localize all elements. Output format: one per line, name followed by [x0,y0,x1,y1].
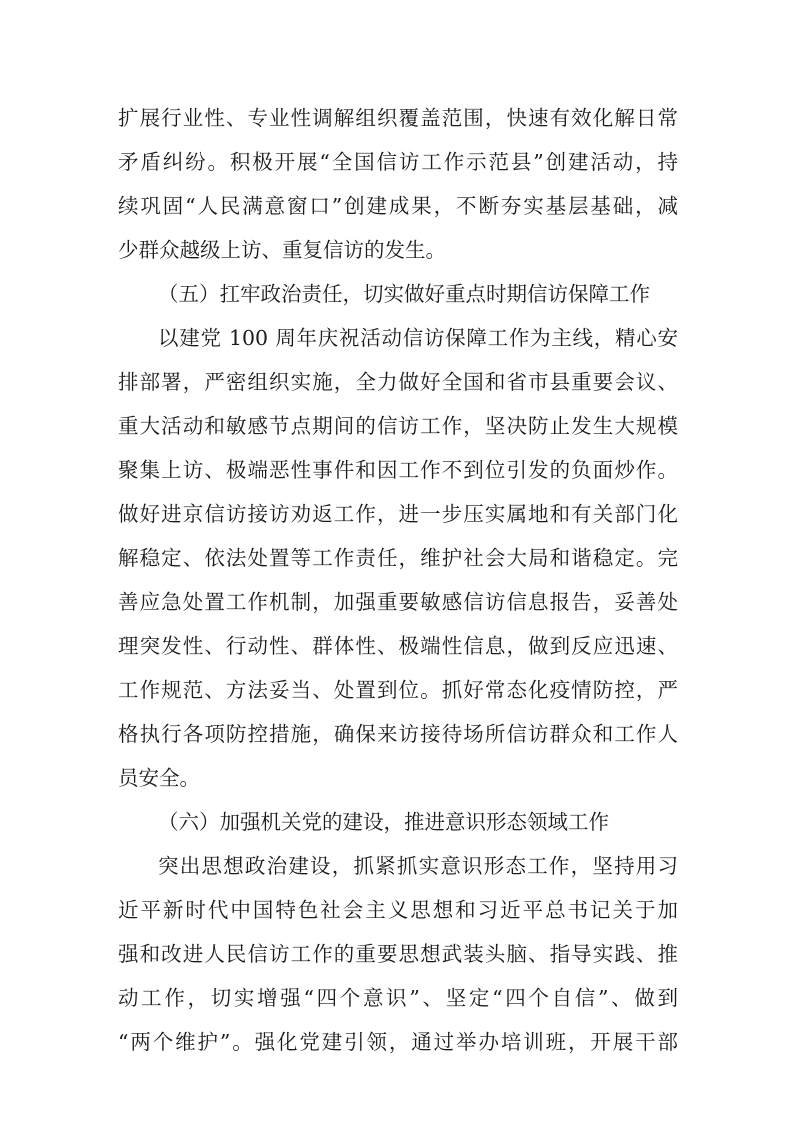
text-line: 动工作，切实增强“四个意识”、坚定“四个自信”、做到 [118,986,678,1010]
text-line: 以建党 100 周年庆祝活动信访保障工作为主线，精心安 [158,326,678,350]
text-line: 强和改进人民信访工作的重要思想武装头脑、指导实践、推 [118,942,678,966]
text-line: 续巩固“人民满意窗口”创建成果，不断夯实基层基础，减 [118,194,678,218]
text-line: 扩展行业性、专业性调解组织覆盖范围，快速有效化解日常 [118,106,678,130]
text-line: 理突发性、行动性、群体性、极端性信息，做到反应迅速、 [118,634,678,658]
section-heading: （六）加强机关党的建设，推进意识形态领域工作 [158,810,609,834]
text-line: 矛盾纠纷。积极开展“全国信访工作示范县”创建活动，持 [118,150,678,174]
text-line: 做好进京信访接访劝返工作，进一步压实属地和有关部门化 [118,502,678,526]
text-line: 格执行各项防控措施，确保来访接待场所信访群众和工作人 [118,722,678,746]
text-line: 员安全。 [118,766,200,790]
text-line: 少群众越级上访、重复信访的发生。 [118,238,446,262]
text-line: 排部署，严密组织实施，全力做好全国和省市县重要会议、 [118,370,678,394]
text-line: 突出思想政治建设，抓紧抓实意识形态工作，坚持用习 [158,854,678,878]
text-line: 近平新时代中国特色社会主义思想和习近平总书记关于加 [118,898,678,922]
section-heading: （五）扛牢政治责任，切实做好重点时期信访保障工作 [158,282,650,306]
text-line: 重大活动和敏感节点期间的信访工作，坚决防止发生大规模 [118,414,678,438]
text-line: “两个维护”。强化党建引领，通过举办培训班，开展干部 [118,1030,678,1054]
text-line: 解稳定、依法处置等工作责任，维护社会大局和谐稳定。完 [118,546,678,570]
text-line: 聚集上访、极端恶性事件和因工作不到位引发的负面炒作。 [118,458,678,482]
text-line: 善应急处置工作机制，加强重要敏感信访信息报告，妥善处 [118,590,678,614]
text-line: 工作规范、方法妥当、处置到位。抓好常态化疫情防控，严 [118,678,678,702]
